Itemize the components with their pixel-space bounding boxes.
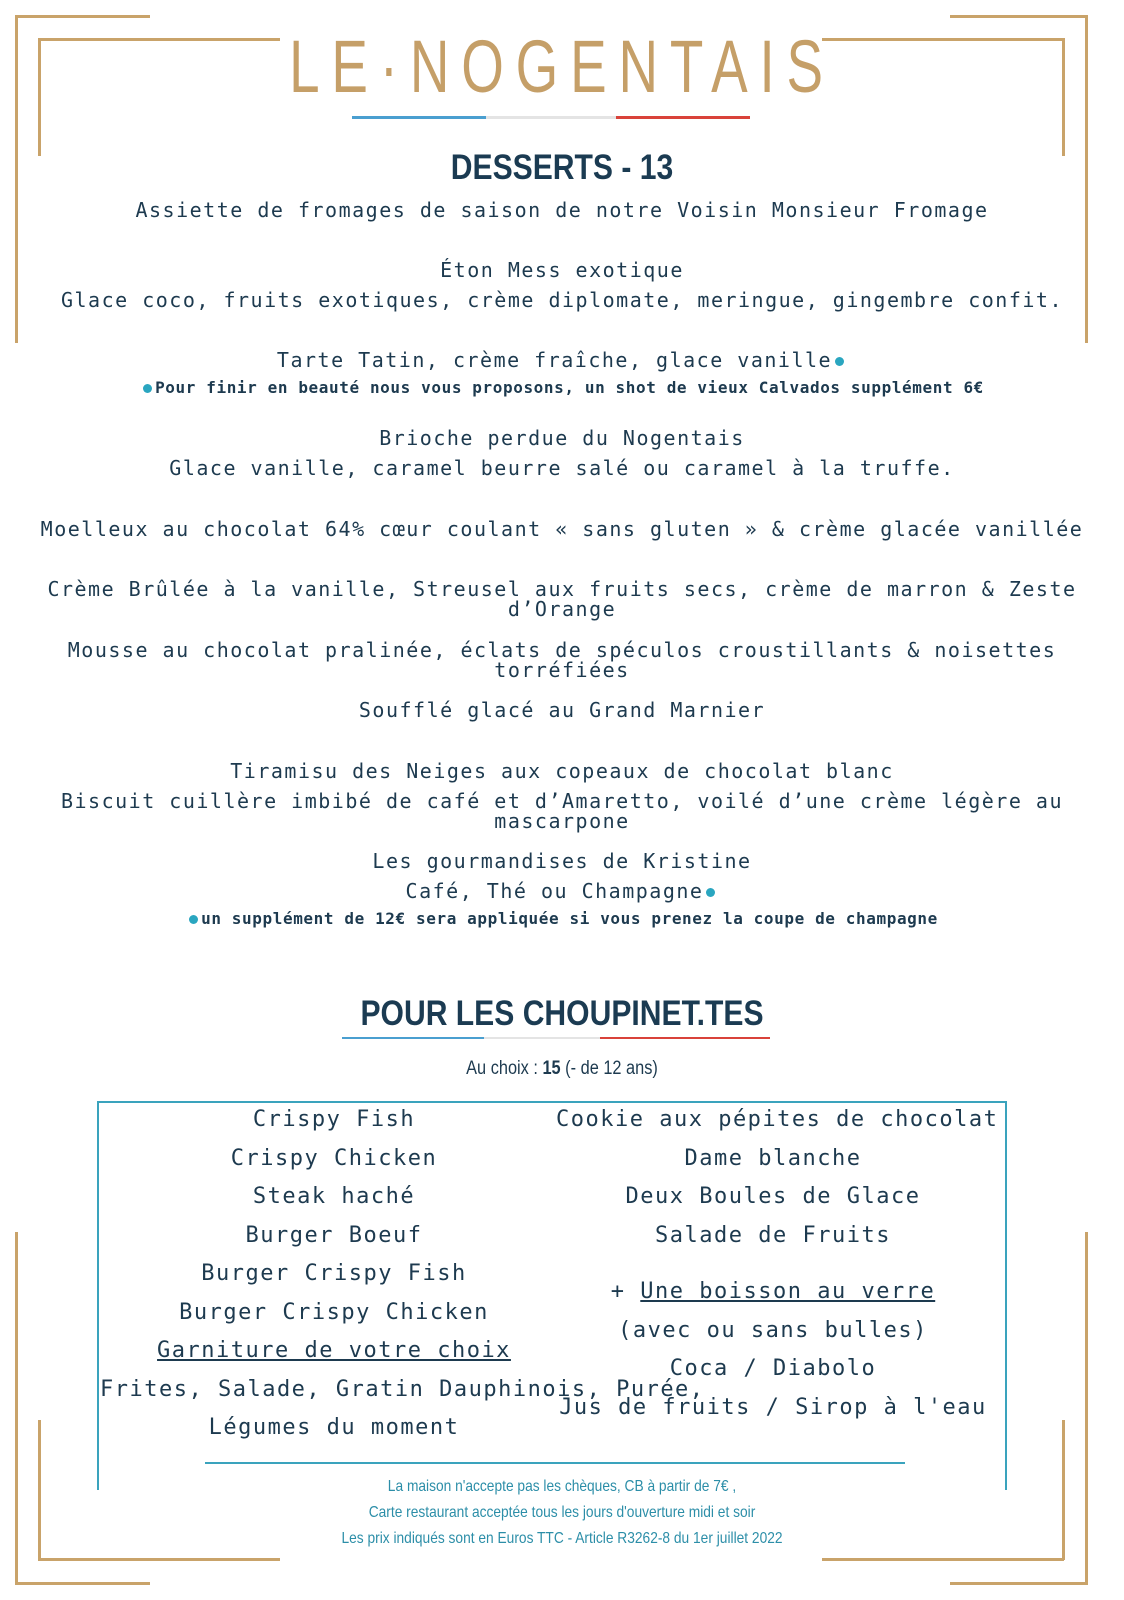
frame-bottom-right-inner-v [1062,1420,1065,1560]
kids-right-column [556,1101,999,1427]
kids-underline-blue [342,1037,484,1039]
brand-title: LE·NOGENTAIS [289,25,835,108]
kids-main-item: Crispy Chicken [230,1145,438,1171]
dessert-eton-mess-desc: Glace coco, fruits exotiques, crème diplomate, meringue, gingembre confit. [60,288,1064,312]
bullet-dot-icon [143,384,152,393]
kids-main-item: Burger Boeuf [245,1222,423,1248]
kids-drink-option: (avec ou sans bulles) [618,1317,928,1343]
dessert-cheese: Assiette de fromages de saison de notre Voisin Monsieur Fromage [135,198,989,222]
note-text: Pour finir en beauté nous vous proposons, un shot de vieux Calvados supplément 6€ [155,378,984,397]
dessert-tarte-tatin-note [0,380,1124,396]
kids-choice-label: Au choix : [466,1058,543,1079]
brand-underline-blue [352,116,486,119]
kids-drink-option: Jus de fruits / Sirop à l'eau [559,1394,987,1420]
desserts-title: DESSERTS - 13 [450,148,674,187]
frame-bottom-right-v [1085,1232,1088,1585]
footer-tickets: Carte restaurant acceptée tous les jours d'ouverture midi et soir [368,1504,756,1521]
dessert-tiramisu-name: Tiramisu des Neiges aux copeaux de chocolat blanc [230,759,894,783]
kids-garnish-title: Garniture de votre choix [157,1338,511,1363]
kids-underline-red [600,1037,770,1039]
footer-divider [205,1462,905,1464]
dessert-tarte-tatin [0,350,1124,370]
frame-bottom-left-v [15,1232,18,1585]
kids-main-item: Burger Crispy Chicken [179,1299,489,1325]
kids-drink-plus: + [610,1279,641,1304]
kids-main-item: Crispy Fish [252,1107,416,1132]
kids-title: POUR LES CHOUPINET.TES [360,994,764,1033]
frame-bottom-right-inner-h [822,1558,1064,1561]
frame-bottom-left-inner-v [38,1420,41,1560]
kids-left-column [100,1101,705,1448]
dessert-gourmandises-name: Les gourmandises de Kristine [372,849,752,873]
bullet-dot-icon [835,357,844,366]
dessert-tiramisu-desc: Biscuit cuillère imbibé de café et d’Amaretto, voilé d’une crème légère au mascarpone [60,789,1064,833]
gourmandises-desc-label: Café, Thé ou Champagne [405,879,704,903]
kids-dessert-item: Deux Boules de Glace [625,1184,921,1209]
frame-bottom-right-h [950,1582,1088,1585]
dessert-gourmandises-note [0,911,1124,927]
kids-choice-price: 15 [542,1058,561,1079]
bullet-dot-icon [706,888,715,897]
dessert-eton-mess-name: Éton Mess exotique [440,258,684,282]
kids-dessert-item: Salade de Fruits [655,1222,891,1248]
dessert-creme-brulee: Crème Brûlée à la vanille, Streusel aux fruits secs, crème de marron & Zeste d’Orange [47,577,1077,621]
frame-top-right-h [950,15,1088,18]
kids-garnish-options: Frites, Salade, Gratin Dauphinois, Purée, [100,1376,705,1402]
kids-dessert-item: Dame blanche [684,1145,862,1171]
kids-drink-title [556,1273,990,1312]
note-text: un supplément de 12€ sera appliquée si vous prenez la coupe de champagne [201,909,938,928]
frame-bottom-left-inner-h [38,1558,280,1561]
frame-bottom-left-h [15,1582,150,1585]
kids-main-item: Burger Crispy Fish [201,1261,467,1286]
dessert-brioche-desc: Glace vanille, caramel beurre salé ou caramel à la truffe. [169,456,955,480]
brand-underline-white [486,116,616,119]
brand-underline-red [616,116,750,119]
kids-main-item: Steak haché [252,1184,416,1209]
kids-underline-white [484,1037,600,1039]
footer-payment: La maison n'accepte pas les chèques, CB à partir de 7€ , [387,1478,737,1495]
frame-top-left-inner-v [38,38,41,156]
kids-choice-age: (- de 12 ans) [560,1058,658,1079]
dessert-gourmandises-desc [0,881,1124,901]
kids-dessert-item: Cookie aux pépites de chocolat [556,1107,999,1132]
footer-prices: Les prix indiqués sont en Euros TTC - Article R3262-8 du 1er juillet 2022 [341,1530,783,1547]
kids-choice [79,1058,1046,1080]
kids-drink-option: Coca / Diabolo [669,1356,877,1381]
bullet-dot-icon [189,915,198,924]
dessert-moelleux: Moelleux au chocolat 64% cœur coulant « sans gluten » & crème glacée vanillée [40,517,1084,541]
kids-drink-label: Une boisson au verre [640,1279,936,1304]
dessert-tarte-tatin-label: Tarte Tatin, crème fraîche, glace vanille [276,348,833,372]
frame-top-right-inner-v [1062,38,1065,156]
dessert-mousse: Mousse au chocolat pralinée, éclats de spéculos croustillants & noisettes torréfiées [67,638,1057,682]
kids-garnish-options: Légumes du moment [208,1415,460,1440]
dessert-brioche-name: Brioche perdue du Nogentais [379,426,745,450]
dessert-souffle: Soufflé glacé au Grand Marnier [358,698,766,722]
frame-top-left-h [15,15,150,18]
